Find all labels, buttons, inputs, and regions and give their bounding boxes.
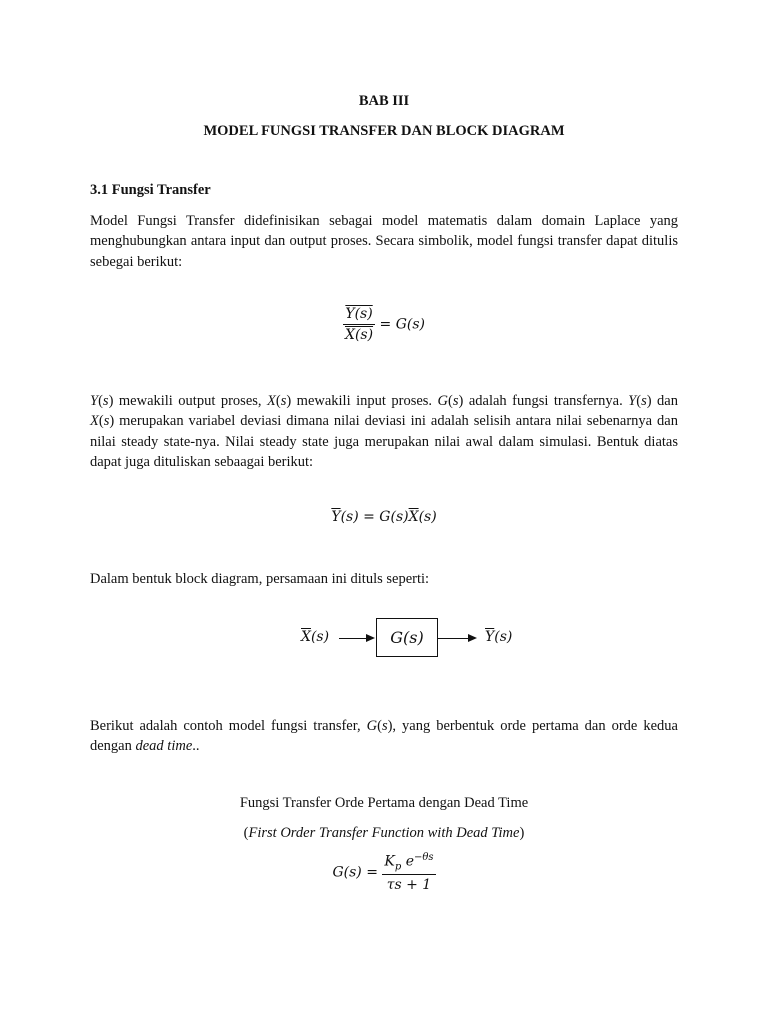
equation-first-order — [0, 852, 768, 893]
text-fragment: ) dan — [646, 393, 678, 409]
input-arrow-head-icon — [366, 634, 375, 642]
text-fragment: ( — [275, 393, 281, 409]
caption-paren-open: ( — [243, 825, 249, 841]
symbol-x-bar: $\overline{X}$ — [301, 629, 311, 645]
symbol-s: s — [103, 413, 110, 430]
equation-denominator: τs + 1 — [386, 877, 432, 894]
caption-first-order: Fungsi Transfer Orde Pertama dengan Dead Time — [239, 795, 529, 811]
equation-fraction — [343, 306, 375, 343]
equation-numerator — [382, 852, 435, 875]
symbol-y-bar: $\overline{Y}$ — [485, 629, 495, 645]
paragraph-intro: Model Fungsi Transfer didefinisikan sebagai model matematis dalam domain Laplace yang menghubungkan antara input dan output proses. Secara simbolik, model fungsi transfer dapat ditulis sebegai berikut: — [90, 213, 678, 270]
equation-middle: (s) = G(s) — [340, 509, 409, 525]
text-fragment: ( — [448, 393, 453, 409]
transfer-function-block: G(s) — [376, 618, 438, 657]
equation-numerator: Y(s) — [343, 306, 375, 325]
block-output-arg: (s) — [494, 629, 513, 645]
equation-transfer-ratio — [0, 306, 768, 343]
equation-rhs: = G(s) — [379, 316, 425, 333]
equation-lhs: G(s) = — [332, 864, 378, 881]
text-fragment: ( — [98, 393, 103, 409]
text-fragment: ) adalah fungsi transfernya. — [458, 393, 629, 409]
symbol-x: X — [90, 413, 99, 430]
block-output-label — [485, 629, 512, 645]
page-title: MODEL FUNGSI TRANSFER DAN BLOCK DIAGRAM — [203, 123, 565, 139]
symbol-s: s — [102, 393, 109, 409]
input-arrow-line — [339, 638, 368, 639]
symbol-s: s — [280, 393, 287, 409]
paragraph-deviation-variables — [90, 391, 678, 472]
gain-subscript: p — [394, 861, 402, 873]
symbol-y-bar: $\overline{Y}$ — [331, 509, 341, 525]
exp-base: e — [405, 853, 415, 870]
symbol-x: X — [267, 393, 276, 409]
equation-fraction — [382, 852, 435, 893]
text-fragment: ) mewakili output proses, — [108, 393, 267, 409]
dead-time-term: dead time — [135, 738, 193, 755]
chapter-heading: BAB III — [358, 93, 410, 109]
caption-first-order-english — [0, 825, 768, 842]
block-input-label — [301, 629, 329, 645]
section-heading: 3.1 Fungsi Transfer — [90, 182, 211, 198]
text-fragment: ) mewakili input proses. — [286, 393, 438, 409]
output-arrow-line — [438, 638, 469, 639]
text-fragment: ( — [98, 413, 104, 430]
text-fragment: ( — [636, 393, 642, 409]
text-fragment: Berikut adalah contoh model fungsi transfer, — [90, 718, 367, 734]
output-arrow-head-icon — [468, 634, 477, 642]
symbol-g: G — [366, 718, 378, 734]
text-fragment: ) merupakan variabel deviasi dimana nilai deviasi ini adalah selisih antara nilai sebenarnya dan nilai steady state-nya. Nilai steady state juga merupakan nilai awal dalam simulasi. Bentuk diatas dapat juga dituliskan sebaagai berikut: — [90, 413, 678, 470]
equation-output-form — [0, 509, 768, 525]
symbol-s: s — [452, 393, 459, 409]
text-fragment: ( — [377, 718, 382, 734]
text-fragment: ), yang berbentuk orde pertama dan orde kedua dengan — [90, 718, 678, 755]
symbol-x-bar: $\overline{X}$ — [408, 509, 419, 525]
symbol-y: Y — [628, 393, 637, 409]
text-fragment: .. — [192, 738, 200, 755]
equation-end: (s) — [418, 509, 437, 525]
block-input-arg: (s) — [310, 629, 330, 645]
exp-power: −θs — [414, 852, 434, 863]
caption-paren-close: ) — [519, 825, 525, 841]
caption-english-text: First Order Transfer Function with Dead Time — [248, 825, 520, 841]
paragraph-block-intro: Dalam bentuk block diagram, persamaan ini dituls seperti: — [90, 571, 430, 587]
symbol-s: s — [381, 718, 388, 734]
equation-denominator: X(s) — [344, 327, 374, 343]
gain-symbol: K — [384, 853, 395, 870]
paragraph-examples — [90, 716, 678, 757]
symbol-s: s — [641, 393, 647, 409]
symbol-g: G — [437, 393, 449, 409]
symbol-y: Y — [90, 393, 99, 409]
